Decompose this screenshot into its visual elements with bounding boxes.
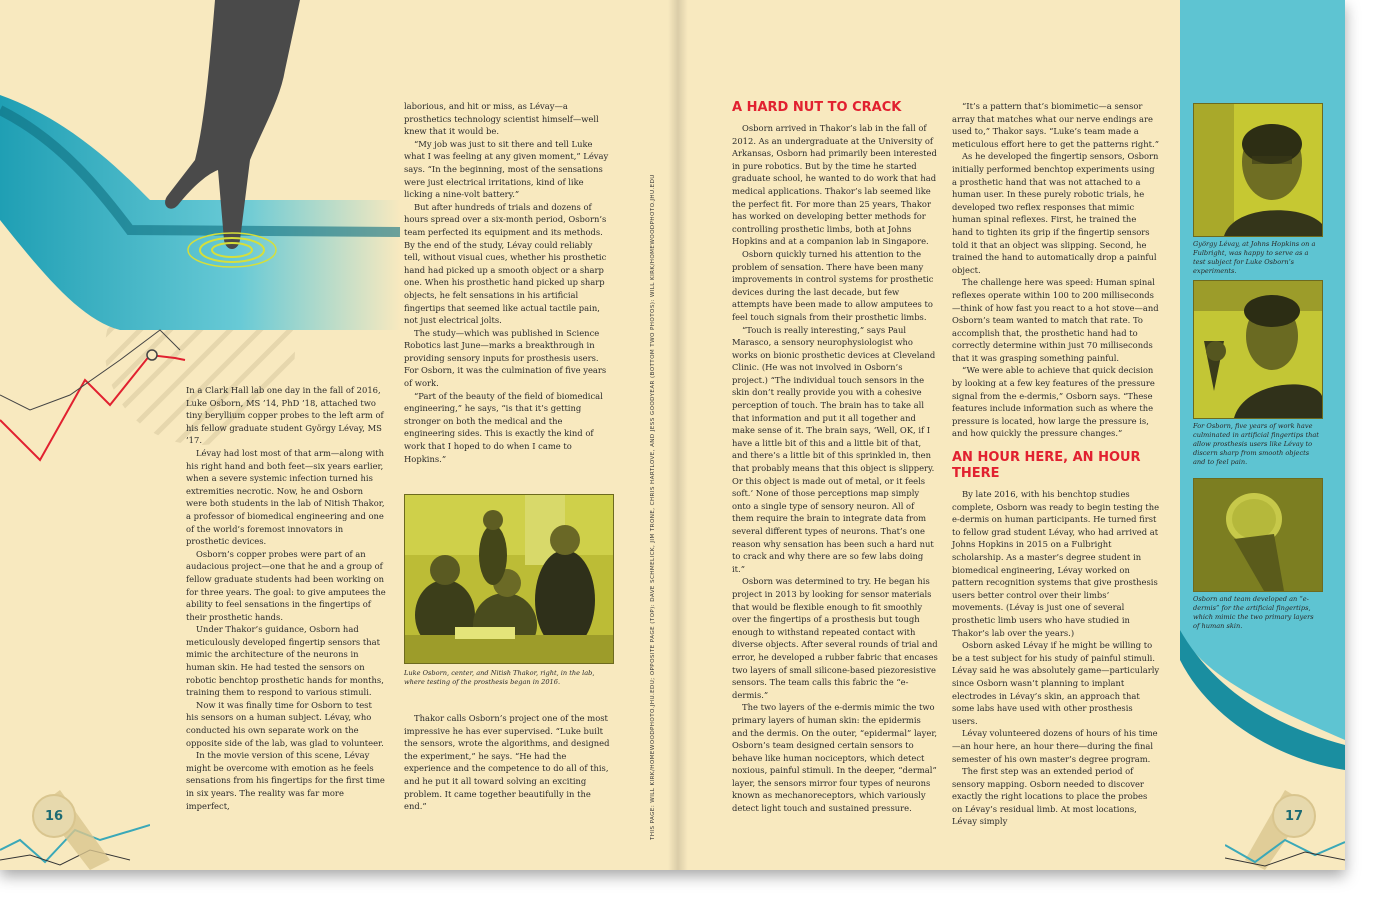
paragraph: “Part of the beauty of the field of biomedical engineering,” he says, “is that it’s getting stronger on both the medical and the engineering sides. This is exactly the kind of work that I hoped to do when I came to Hopkins.” (404, 390, 603, 464)
paragraph: But after hundreds of trials and dozens of hours spread over a six-month period, Osborn’s team perfected its equipment and its methods. By the end of the study, Lévay could reliably tell, without visual cues, whether his prosthetic hand had picked up a smooth object or a sharp one. When his prosthetic hand picked up sharp objects, he felt sensations in his artificial fingertips that seemed like actual tactile pain, not just electrical jolts. (404, 201, 607, 326)
paragraph: Osborn arrived in Thakor’s lab in the fall of 2012. As an undergraduate at the University of Arkansas, Osborn had primarily been interested in pure robotics. But by the time he started graduate school, he wanted to do work that had medical applications. Thakor’s lab seemed like the perfect fit. For more than 25 years, Thakor has worked on developing better methods for controlling prosthetic limbs, both at Johns Hopkins and at a companion lab in Singapore. (732, 123, 937, 247)
paragraph: Osborn was determined to try. He began his project in 2013 by looking for sensor materials that would be flexible enough to fit smoothly over the fingertips of a prosthesis but tough enough to withstand repeated contact with diverse objects. After several rounds of trial and error, he developed a rubber fabric that encases two layers of small silicone-based piezoresistive sensors. The team calls this fabric the “e-dermis.” (732, 576, 938, 700)
paragraph: “Touch is really interesting,” says Paul Marasco, a sensory neurophysiologist who works on bionic prosthetic devices at Cleveland Clinic. (He was not involved in Osborn’s project.) “The individual touch sensors in the skin don’t really provide you with a cohesive perception of touch. The brain has to take all that information and put it all together and make sense of it. The brain says, ‘Well, OK, if I have a little bit of this and a little bit of that, and there’s a little bit of this sprinkled in, then that probably means that this object is slippery. Or this object is made out of metal, or it feels soft.’ None of those perceptions map simply onto a single type of sensory neuron. All of them require the brain to integrate data from several different types of neurons. That’s one reason why sensation has been such a hard nut to crack and why there are so few labs doing it.” (732, 324, 936, 574)
sidebar-photo-levay (1193, 103, 1323, 237)
paragraph: Thakor calls Osborn’s project one of the most impressive he has ever supervised. “Luke built the sensors, wrote the algorithms, and designed the experiment,” he says. “He had the experience and the competence to do all of this, and he put it all toward solving an exciting problem. It came together beautifully in the end.” (404, 713, 610, 812)
lab-photo-caption: Luke Osborn, center, and Nitish Thakor, right, in the lab, where testing of the prosthesis began in 2016. (404, 669, 595, 686)
left-col-2-bottom (404, 712, 610, 813)
paragraph: In the movie version of this scene, Lévay might be overcome with emotion as he feels sensations from his fingertips for the first time in six years. The reality was far more imperfect, (186, 750, 385, 811)
paragraph: Osborn asked Lévay if he might be willing to be a test subject for his study of painful stimuli. Lévay said he was absolutely game—particularly since Osborn wasn’t planning to implant electrodes in Lévay’s skin, an approach that some labs have used with other prosthesis users. (952, 640, 1160, 726)
paragraph: In a Clark Hall lab one day in the fall of 2016, Luke Osborn, MS ’14, PhD ’18, attached two tiny beryllium copper probes to the left arm of his fellow graduate student György Lévay, MS ’17. (186, 385, 384, 446)
paragraph: The first step was an extended period of sensory mapping. Osborn needed to discover exactly the right locations to place the probes on Lévay’s residual limb. At most locations, Lévay simply (952, 766, 1148, 827)
lab-photo-image (405, 495, 613, 663)
paragraph: As he developed the fingertip sensors, Osborn initially performed benchtop experiments using a prosthetic hand that was not attached to a human user. In these purely robotic trials, he developed two reflex responses that mimic human spinal reflexes. First, he trained the hand to tighten its grip if the fingertip sensors told it that an object was slipping. Second, he trained the hand to automatically drop a painful object. (952, 151, 1159, 275)
paragraph: Under Thakor’s guidance, Osborn had meticulously developed fingertip sensors that mimic the architecture of the neurons in human skin. He had tested the sensors on robotic benchtop prosthetic hands for months, training them to respond to various stimuli. (186, 624, 384, 698)
paragraph: “It’s a pattern that’s biomimetic—a sensor array that matches what our nerve endings are used to,” Thakor says. “Luke’s team made a meticulous effort here to get the patterns right.” (952, 101, 1159, 149)
portrait-image (1194, 104, 1322, 236)
paragraph: “We were able to achieve that quick decision by looking at a few key features of the pressure signal from the e-dermis,” Osborn says. “These features include information such as where the pressure is located, how large the pressure is, and how quickly the pressure changes.” (952, 365, 1155, 439)
paragraph: By late 2016, with his benchtop studies complete, Osborn was ready to begin testing the e-dermis on human participants. He turned first to fellow grad student Lévay, who had arrived at Johns Hopkins in 2015 on a Fulbright scholarship. As a master’s degree student in biomedical engineering, Lévay worked on pattern recognition systems that give prosthesis users better control over their limbs’ movements. (Lévay is just one of several prosthetic limb users who have studied in Thakor’s lab over the years.) (952, 489, 1160, 638)
page-number-right: 17 (1272, 794, 1316, 838)
paragraph: The two layers of the e-dermis mimic the two primary layers of human skin: the epidermis and the dermis. On the outer, “epidermal” layer, Osborn’s team designed certain sensors to behave like human nociceptors, which detect noxious, painful stimuli. In the deeper, “dermal” layer, the sensors mirror four types of neurons known as mechanoreceptors, which variously detect light touch and sustained pressure. (732, 702, 938, 814)
photo-credit-text: THIS PAGE: WILL KIRK/HOMEWOODPHOTO.JHU.EDU; OPPOSITE PAGE (TOP): DAVE SCHMELICK, JIM TRONE, CHRIS HARTLOVE, AND JESS GOODYEAR (BOTTOM TWO PHOTOS): WILL KIRK/HOMEWOODPHOTO.JHU.EDU (650, 174, 656, 840)
sidebar-caption-2: For Osborn, five years of work have culminated in artificial fingertips that allow prosthesis users like Lévay to discern sharp from smooth objects and to feel pain. (1193, 422, 1319, 466)
right-col-2 (952, 100, 1160, 828)
right-col-1 (732, 100, 938, 815)
portrait-image (1194, 281, 1322, 418)
sidebar-caption-3: Osborn and team developed an “e-dermis” for the artificial fingertips, which mimic the two primary layers of human skin. (1193, 595, 1314, 630)
paragraph: Lévay volunteered dozens of hours of his time—an hour here, an hour there—during the final semester of his own master’s degree program. (952, 728, 1158, 764)
section-heading: A HARD NUT TO CRACK (732, 100, 902, 115)
paragraph: The challenge here was speed: Human spinal reflexes operate within 100 to 200 milliseconds—think of how fast you react to a hot stove—and Osborn’s team wanted to match that rate. To accomplish that, the prosthetic hand had to correctly determine within just 70 milliseconds that it was grasping something painful. (952, 277, 1159, 363)
paragraph: The study—which was published in Science Robotics last June—marks a breakthrough in providing sensory inputs for prosthesis users. For Osborn, it was the culmination of five years of work. (404, 327, 607, 389)
left-col-2-top (404, 100, 610, 465)
page-number-left: 16 (32, 794, 76, 838)
paragraph: Osborn quickly turned his attention to the problem of sensation. There have been many improvements in control systems for prosthetic devices during the last decade, but few attempts have been made to allow amputees to feel touch signals from their prosthetic limbs. (732, 248, 934, 322)
paragraph: Osborn’s copper probes were part of an audacious project—one that he and a group of fellow graduate students had been working on for three years. The goal: to give amputees the ability to feel sensations in the fingertips of their prosthetic hands. (186, 548, 386, 622)
photo-credit (640, 40, 656, 840)
paragraph: Now it was finally time for Osborn to test his sensors on a human subject. Lévay, who conducted his own separate work on the opposite side of the lab, was glad to volunteer. (186, 699, 384, 748)
paragraph: Lévay had lost most of that arm—along with his right hand and both feet—six years earlier, when a severe systemic infection turned his extremities necrotic. Now, he and Osborn were both students in the lab of Nitish Thakor, a professor of biomedical engineering and one of the world’s foremost innovators in prosthetic devices. (186, 447, 385, 547)
paragraph: laborious, and hit or miss, as Lévay—a prosthetics technology scientist himself—well knew that it would be. (404, 101, 599, 137)
spread-gutter (668, 0, 688, 870)
section-heading: AN HOUR HERE, AN HOUR THERE (952, 450, 1141, 482)
fingertip-image (1194, 479, 1322, 591)
sidebar-caption-1: György Lévay, at Johns Hopkins on a Fulbright, was happy to serve as a test subject for Luke Osborn’s experiments. (1193, 240, 1316, 275)
left-col-1 (186, 384, 386, 812)
lab-photo (404, 494, 614, 664)
paragraph: “My job was just to sit there and tell Luke what I was feeling at any given moment,” Lévay says. “In the beginning, most of the sensations were just electrical irritations, kind of like licking a nine-volt battery.” (404, 138, 609, 200)
sidebar-photo-edermis (1193, 478, 1323, 592)
sidebar-photo-osborn (1193, 280, 1323, 419)
